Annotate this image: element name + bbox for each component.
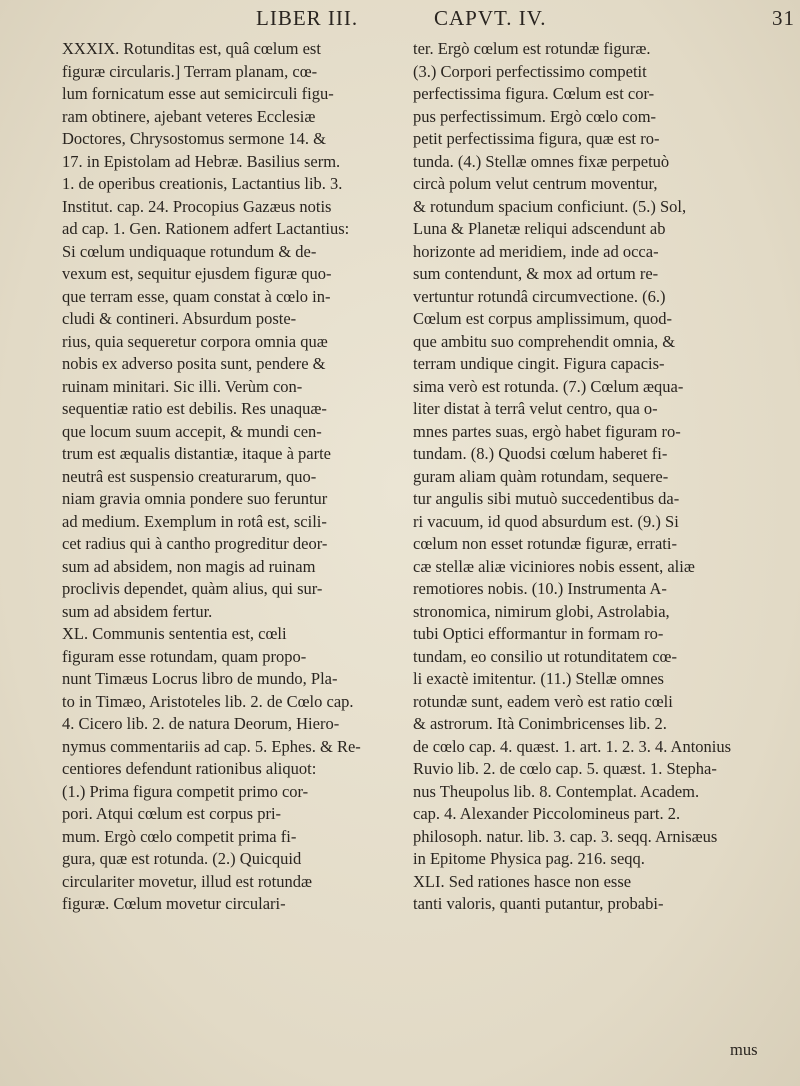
text-line: XXXIX. Rotunditas est, quâ cœlum est [62,39,321,58]
text-line: rius, quia sequeretur corpora omnia quæ [62,331,328,351]
text-line: circulariter movetur, illud est rotundæ [62,871,312,891]
text-line: figuram esse rotundam, quam propo- [62,646,307,666]
text-line: rotundæ sunt, eadem verò est ratio cœli [413,691,673,711]
left-text-column [62,38,404,916]
header-book: LIBER III. [256,6,359,30]
text-line: Ruvio lib. 2. de cœlo cap. 5. quæst. 1. Stepha- [413,759,717,778]
text-line: que ambitu suo comprehendit omnia, & [413,331,676,351]
text-line: niam gravia omnia pondere suo feruntur [62,489,328,508]
text-line: figuræ. Cœlum movetur circulari- [62,894,286,913]
text-line: ri vacuum, id quod absurdum est. (9.) Si [413,511,679,531]
text-line: sum contendunt, & mox ad ortum re- [413,264,659,283]
text-line: de cœlo cap. 4. quæst. 1. art. 1. 2. 3. 4. Antonius [413,736,732,756]
text-line: philosoph. natur. lib. 3. cap. 3. seqq. Arnisæus [413,826,718,846]
text-line: cludi & contineri. Absurdum poste- [62,309,297,328]
text-line: que locum suum accepit, & mundi cen- [62,421,322,441]
text-line: cæ stellæ aliæ viciniores nobis essent, aliæ [413,556,695,576]
running-header [0,6,800,40]
text-line: tur angulis sibi mutuò succedentibus da- [413,489,680,508]
text-line: nobis ex adverso posita sunt, pendere & [62,354,326,373]
text-line: 17. in Epistolam ad Hebræ. Basilius serm. [62,151,341,171]
header-chapter: CAPVT. IV. [434,6,547,30]
text-line: tubi Optici efformantur in formam ro- [413,624,664,643]
text-line: tundam. (8.) Quodsi cœlum haberet fi- [413,444,668,463]
text-line: 4. Cicero lib. 2. de natura Deorum, Hiero- [62,714,340,733]
text-line: perfectissima figura. Cœlum est cor- [413,84,655,103]
text-line: to in Timæo, Aristoteles lib. 2. de Cœlo cap. [62,691,354,711]
text-line: (1.) Prima figura competit primo cor- [62,781,309,801]
text-line: Si cœlum undiquaque rotundum & de- [62,241,317,261]
text-line: sima verò est rotunda. (7.) Cœlum æqua- [413,376,684,396]
text-line: cœlum non esset rotundæ figuræ, errati- [413,534,677,553]
text-line: cet radius qui à cantho progreditur deor- [62,534,328,553]
text-line: XL. Communis sententia est, cœli [62,624,287,643]
text-line: Cœlum est corpus amplissimum, quod- [413,309,672,328]
text-line: circà polum velut centrum moventur, [413,174,658,193]
text-line: sum ad absidem fertur. [62,601,213,621]
text-line: neutrâ est suspensio creaturarum, quo- [62,466,317,486]
text-line: sequentiæ ratio est debilis. Res unaquæ- [62,399,327,418]
text-line: mum. Ergò cœlo competit prima fi- [62,826,297,846]
text-line: proclivis dependet, quàm alius, qui sur- [62,579,323,598]
text-line: vexum est, sequitur ejusdem figuræ quo- [62,264,332,283]
text-line: ad medium. Exemplum in rotâ est, scili- [62,511,327,531]
text-line: horizonte ad meridiem, inde ad occa- [413,241,659,261]
text-line: nymus commentariis ad cap. 5. Ephes. & Re- [62,736,361,756]
text-line: Luna & Planetæ reliqui adscendunt ab [413,219,666,238]
text-line: Doctores, Chrysostomus sermone 14. & [62,129,326,148]
text-line: Institut. cap. 24. Procopius Gazæus notis [62,196,332,216]
text-line: vertuntur rotundâ circumvectione. (6.) [413,286,666,306]
text-line: stronomica, nimirum globi, Astrolabia, [413,601,670,621]
text-line: que terram esse, quam constat à cœlo in- [62,286,331,306]
text-line: trum est æqualis distantiæ, itaque à parte [62,444,331,463]
text-line: liter distat à terrâ velut centro, qua o- [413,399,658,418]
text-line: in Epitome Physica pag. 216. seqq. [413,849,645,868]
text-line: ter. Ergò cœlum est rotundæ figuræ. [413,39,651,58]
text-line: ruinam minitari. Sic illi. Verùm con- [62,376,303,396]
text-line: ram obtinere, ajebant veteres Ecclesiæ [62,106,316,126]
text-line: cap. 4. Alexander Piccolomineus part. 2. [413,804,681,823]
text-line: ad cap. 1. Gen. Rationem adfert Lactantius: [62,219,350,238]
text-line: nus Theupolus lib. 8. Contemplat. Academ. [413,781,700,801]
text-line: li exactè imitentur. (11.) Stellæ omnes [413,669,664,688]
text-line: 1. de operibus creationis, Lactantius lib. 3. [62,174,343,193]
text-line: guram aliam quàm rotundam, sequere- [413,466,669,486]
text-line: remotiores nobis. (10.) Instrumenta A- [413,579,667,598]
text-line: tanti valoris, quanti putantur, probabi- [413,894,664,913]
text-line: pus perfectissimum. Ergò cœlo com- [413,106,657,126]
text-line: nunt Timæus Locrus libro de mundo, Pla- [62,669,338,688]
text-line: sum ad absidem, non magis ad ruinam [62,556,316,576]
text-line: figuræ circularis.] Terram planam, cœ- [62,61,318,81]
text-line: & astrorum. Ità Conimbricenses lib. 2. [413,714,667,733]
text-line: tunda. (4.) Stellæ omnes fixæ perpetuò [413,151,670,171]
text-line: XLI. Sed rationes hasce non esse [413,871,632,891]
text-line: gura, quæ est rotunda. (2.) Quicquid [62,849,302,868]
text-line: & rotundum spacium conficiunt. (5.) Sol, [413,196,687,216]
text-line: tundam, eo consilio ut rotunditatem cœ- [413,646,677,666]
catchword: mus [730,1040,758,1059]
text-line: terram undique cingit. Figura capacis- [413,354,665,373]
page-number: 31 [772,6,795,30]
text-line: lum fornicatum esse aut semicirculi figu- [62,84,334,103]
text-line: petit perfectissima figura, quæ est ro- [413,129,660,148]
text-line: pori. Atqui cœlum est corpus pri- [62,804,282,823]
text-line: (3.) Corpori perfectissimo competit [413,61,647,81]
text-line: centiores defendunt rationibus aliquot: [62,759,317,778]
right-text-column [413,38,755,916]
text-line: mnes partes suas, ergò habet figuram ro- [413,421,681,441]
